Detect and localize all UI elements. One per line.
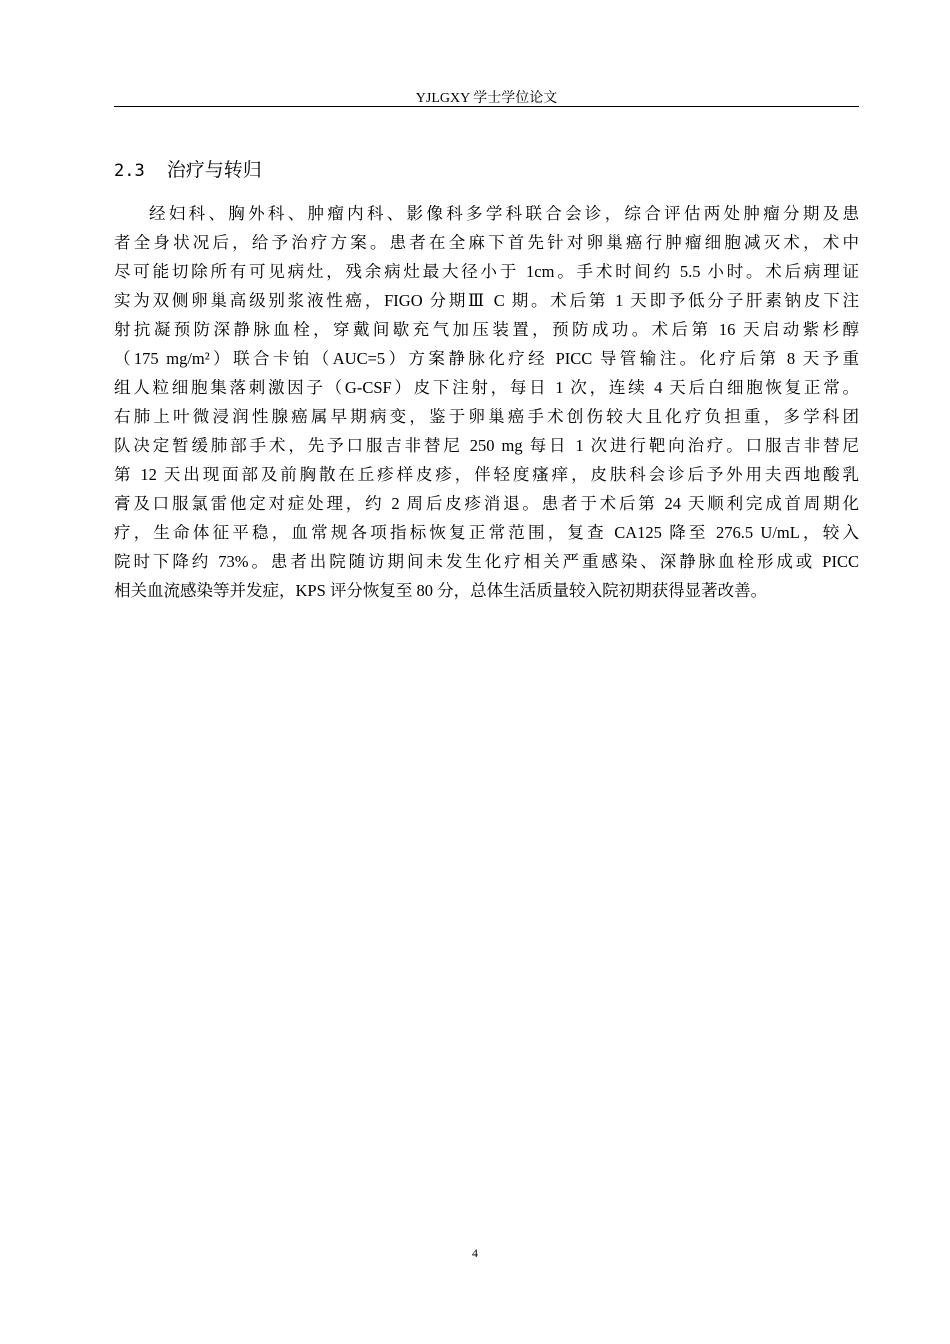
paragraph-line: 队决定暂缓肺部手术，先予口服吉非替尼 250 mg 每日 1 次进行靶向治疗。口服吉非替尼 bbox=[114, 436, 859, 455]
paragraph-line: 相关血流感染等并发症，KPS 评分恢复至 80 分，总体生活质量较入院初期获得显著改善。 bbox=[114, 581, 768, 600]
running-header: YJLGXY 学士学位论文 bbox=[415, 91, 558, 106]
paragraph-line: 组人粒细胞集落刺激因子（G-CSF）皮下注射，每日 1 次，连续 4 天后白细胞恢复正常。 bbox=[114, 378, 859, 397]
paragraph-line: 右肺上叶微浸润性腺癌属早期病变，鉴于卵巢癌手术创伤较大且化疗负担重，多学科团 bbox=[114, 407, 859, 426]
body-paragraph bbox=[114, 199, 859, 605]
paragraph-line: 者全身状况后，给予治疗方案。患者在全麻下首先针对卵巢癌行肿瘤细胞减灭术，术中 bbox=[114, 233, 859, 252]
section-heading bbox=[114, 158, 262, 183]
paragraph-line: 经妇科、胸外科、肿瘤内科、影像科多学科联合会诊，综合评估两处肿瘤分期及患 bbox=[149, 204, 859, 223]
paragraph-line: （175 mg/m²）联合卡铂（AUC=5）方案静脉化疗经 PICC 导管输注。化疗后第 8 天予重 bbox=[114, 349, 859, 368]
paragraph-line: 实为双侧卵巢高级别浆液性癌，FIGO 分期Ⅲ C 期。术后第 1 天即予低分子肝素钠皮下注 bbox=[114, 291, 859, 310]
paragraph-line: 院时下降约 73%。患者出院随访期间未发生化疗相关严重感染、深静脉血栓形成或 PICC bbox=[114, 552, 859, 571]
paragraph-line: 疗，生命体征平稳，血常规各项指标恢复正常范围，复查 CA125 降至 276.5 U/mL，较入 bbox=[114, 523, 859, 542]
paragraph-line: 膏及口服氯雷他定对症处理，约 2 周后皮疹消退。患者于术后第 24 天顺利完成首周期化 bbox=[114, 494, 859, 513]
section-number: 2.3 bbox=[114, 161, 145, 181]
paragraph-line: 射抗凝预防深静脉血栓，穿戴间歇充气加压装置，预防成功。术后第 16 天启动紫杉醇 bbox=[114, 320, 859, 339]
paragraph-line: 第 12 天出现面部及前胸散在丘疹样皮疹，伴轻度瘙痒，皮肤科会诊后予外用夫西地酸乳 bbox=[114, 465, 859, 484]
header-rule bbox=[114, 106, 859, 107]
paragraph-line: 尽可能切除所有可见病灶，残余病灶最大径小于 1cm。手术时间约 5.5 小时。术后病理证 bbox=[114, 262, 859, 281]
section-title: 治疗与转归 bbox=[166, 159, 262, 181]
page-number: 4 bbox=[472, 1246, 478, 1260]
